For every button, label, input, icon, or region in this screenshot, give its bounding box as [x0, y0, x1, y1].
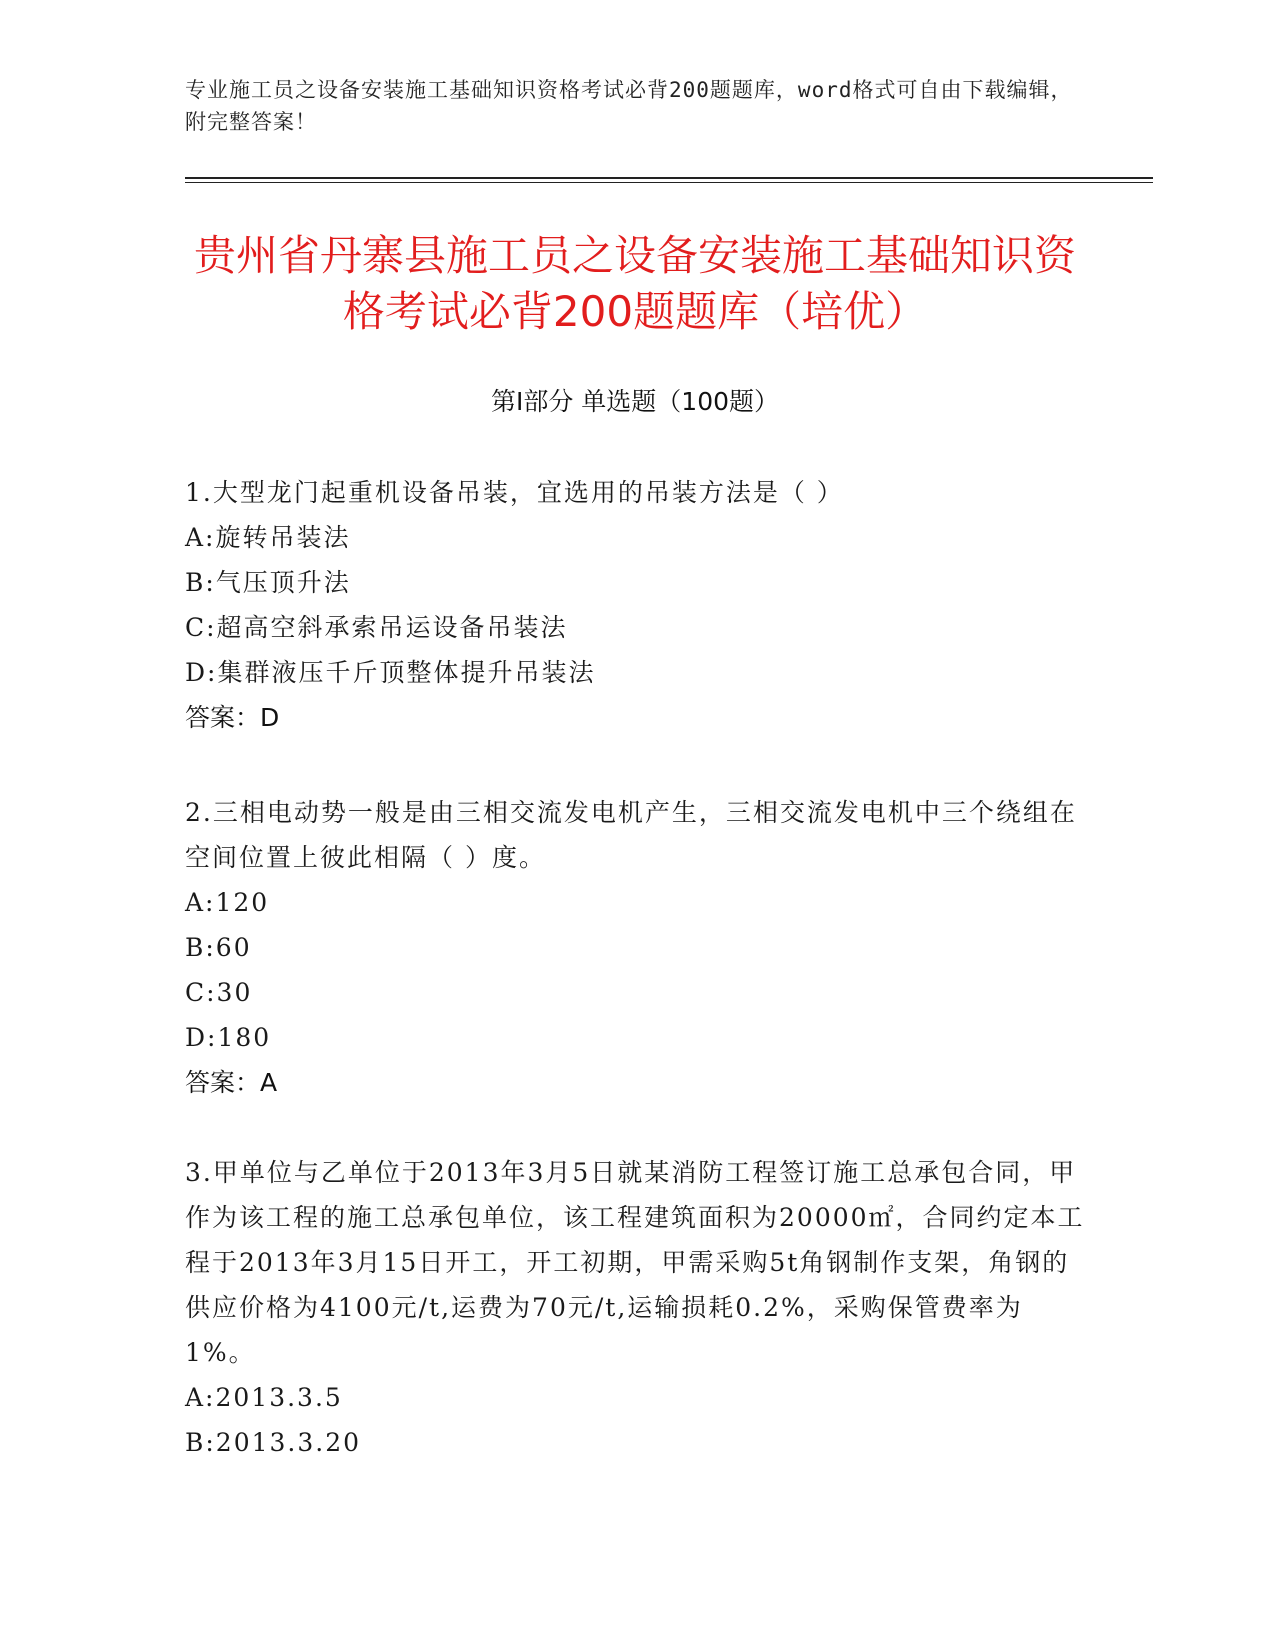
answer: 答案：D	[185, 703, 280, 732]
option-b: B:2013.3.20	[185, 1428, 362, 1457]
question-1	[185, 470, 1085, 740]
option-d: D:集群液压千斤顶整体提升吊装法	[185, 658, 596, 687]
question-2	[185, 790, 1085, 1105]
option-a: A:120	[185, 888, 270, 917]
question-stem: 3.甲单位与乙单位于2013年3月5日就某消防工程签订施工总承包合同，甲作为该工程的施工总承包单位，该工程建筑面积为20000㎡，合同约定本工程于2013年3月15日开工，开工初期，甲需采购5t角钢制作支架，角钢的供应价格为4100元/t,运费为70元/t,运输损耗0.2%，采购保管费率为1%。	[185, 1158, 1085, 1367]
option-a: A:旋转吊装法	[185, 523, 351, 552]
option-a: A:2013.3.5	[185, 1383, 343, 1412]
answer: 答案：A	[185, 1068, 278, 1097]
question-3	[185, 1150, 1085, 1465]
option-b: B:60	[185, 933, 252, 962]
document-title: 贵州省丹寨县施工员之设备安装施工基础知识资格考试必背200题题库（培优）	[193, 231, 1076, 336]
question-stem: 2.三相电动势一般是由三相交流发电机产生，三相交流发电机中三个绕组在空间位置上彼此相隔（ ）度。	[185, 798, 1077, 872]
question-stem: 1.大型龙门起重机设备吊装，宜选用的吊装方法是（ ）	[185, 478, 844, 507]
option-c: C:超高空斜承索吊运设备吊装法	[185, 613, 568, 642]
header-rule-thin	[185, 182, 1153, 183]
option-b: B:气压顶升法	[185, 568, 351, 597]
option-d: D:180	[185, 1023, 272, 1052]
header-note: 专业施工员之设备安装施工基础知识资格考试必背200题题库，word格式可自由下载编辑，附完整答案！	[185, 78, 1073, 134]
option-c: C:30	[185, 978, 253, 1007]
section-title: 第Ⅰ部分 单选题（100题）	[490, 387, 780, 416]
header-rule-thick	[185, 177, 1153, 179]
